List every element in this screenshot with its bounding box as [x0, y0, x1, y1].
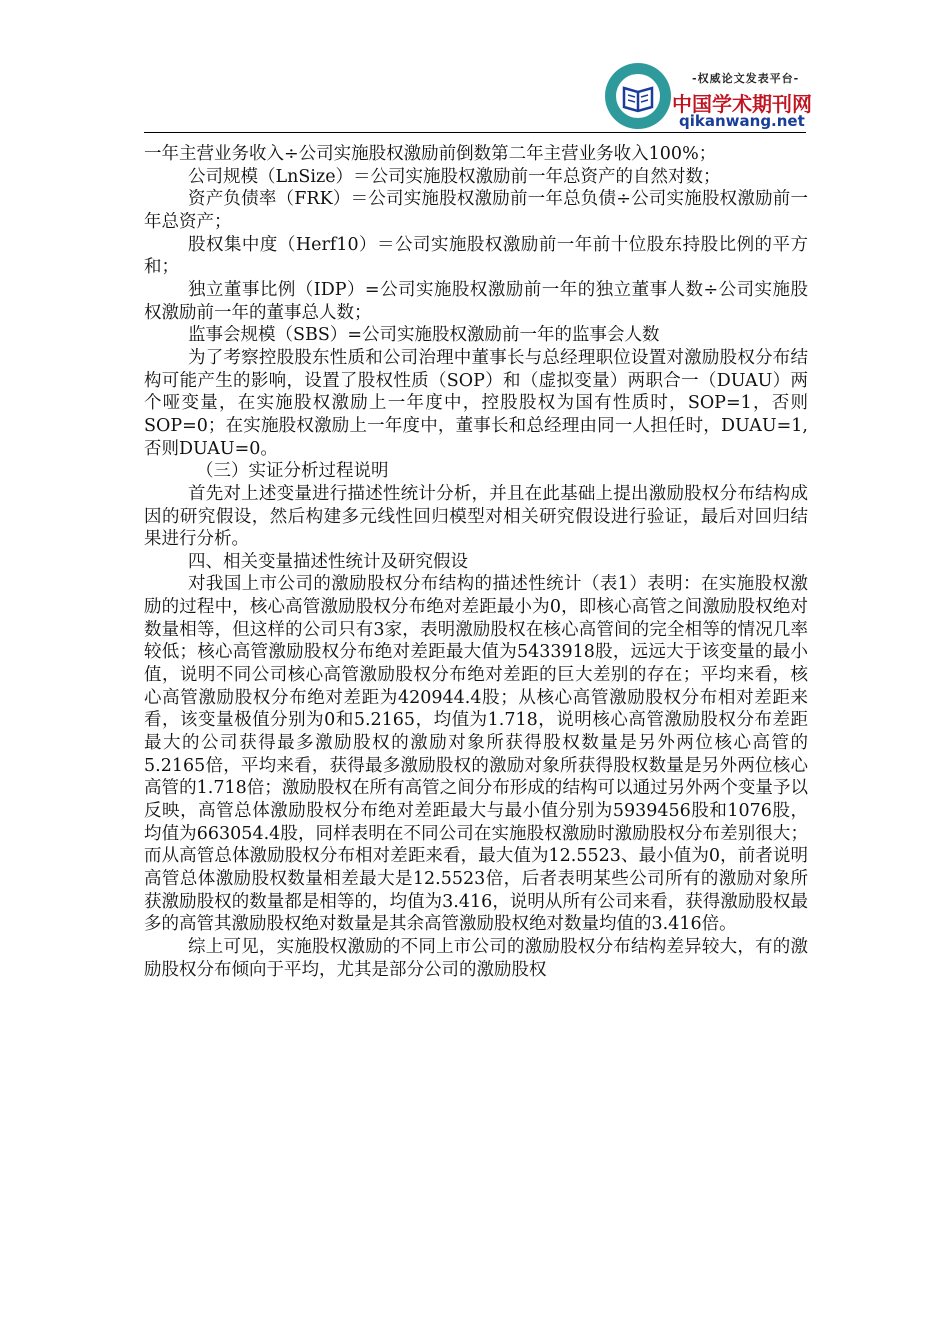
article-body — [144, 143, 808, 981]
site-name: 中国学术期刊网 — [672, 92, 812, 116]
site-slogan: -权威论文发表平台- — [692, 72, 800, 85]
paragraph: 公司规模（LnSize）＝公司实施股权激励前一年总资产的自然对数； — [188, 166, 721, 187]
paragraph: 独立董事比例（IDP）=公司实施股权激励前一年的独立董事人数÷公司实施股权激励前一年的董事总人数； — [144, 279, 808, 323]
section-heading: 四、相关变量描述性统计及研究假设 — [188, 551, 468, 572]
paragraph: 资产负债率（FRK）＝公司实施股权激励前一年总负债÷公司实施股权激励前一年总资产； — [144, 189, 808, 232]
paragraph: 首先对上述变量进行描述性统计分析，并且在此基础上提出激励股权分布结构成因的研究假设，然后构建多元线性回归模型对相关研究假设进行验证，最后对回归结果进行分析。 — [144, 483, 808, 550]
paragraph: 股权集中度（Herf10）＝公司实施股权激励前一年前十位股东持股比例的平方和； — [144, 234, 808, 278]
paragraph: 一年主营业务收入÷公司实施股权激励前倒数第二年主营业务收入100%； — [144, 144, 717, 164]
paragraph: 为了考察控股股东性质和公司治理中董事长与总经理职位设置对激励股权分布结构可能产生的影响，设置了股权性质（SOP）和（虚拟变量）两职合一（DUAU）两个哑变量，在实施股权激励上一年度中，控股股权为国有性质时，SOP=1，否则SOP=0；在实施股权激励上一年度中，董事长和总经理由同一人担任时，DUAU=1,否则DUAU=0。 — [144, 347, 808, 459]
site-logo[interactable] — [604, 50, 834, 130]
header-divider — [144, 132, 806, 133]
page-header — [0, 0, 950, 135]
paragraph: 监事会规模（SBS）=公司实施股权激励前一年的监事会人数 — [188, 325, 660, 346]
site-domain[interactable]: qikanwang.net — [679, 112, 805, 130]
section-heading: （三）实证分析过程说明 — [196, 461, 389, 482]
book-icon — [604, 62, 672, 130]
paragraph: 综上可见，实施股权激励的不同上市公司的激励股权分布结构差异较大，有的激励股权分布倾向于平均，尤其是部分公司的激励股权 — [144, 936, 808, 980]
paragraph: 对我国上市公司的激励股权分布结构的描述性统计（表1）表明：在实施股权激励的过程中，核心高管激励股权分布绝对差距最小为0，即核心高管之间激励股权绝对数量相等，但这样的公司只有3家，表明激励股权在核心高管间的完全相等的情况几率较低；核心高管激励股权分布绝对差距最大值为5433918股，远远大于该变量的最小值，说明不同公司核心高管激励股权分布绝对差距的巨大差别的存在；平均来看，核心高管激励股权分布绝对差距为420944.4股；从核心高管激励股权分布相对差距来看，该变量极值分别为0和5.2165，均值为1.718，说明核心高管激励股权分布差距最大的公司获得最多激励股权的激励对象所获得股权数量是另外两位核心高管的5.2165倍，平均来看，获得最多激励股权的激励对象所获得股权数量是另外两位核心高管的1.718倍；激励股权在所有高管之间分布形成的结构可以通过另外两个变量予以反映，高管总体激励股权分布绝对差距最大与最小值分别为5939456股和1076股，均值为663054.4股，同样表明在不同公司在实施股权激励时激励股权分布差别很大；而从高管总体激励股权分布相对差距来看，最大值为12.5523、最小值为0，前者说明高管总体激励股权数量相差最大是12.5523倍，后者表明某些公司所有的激励对象所获激励股权的数量都是相等的，均值为3.416，说明从所有公司来看，获得激励股权最多的高管其激励股权绝对数量是其余高管激励股权绝对数量均值的3.416倍。 — [144, 574, 808, 935]
